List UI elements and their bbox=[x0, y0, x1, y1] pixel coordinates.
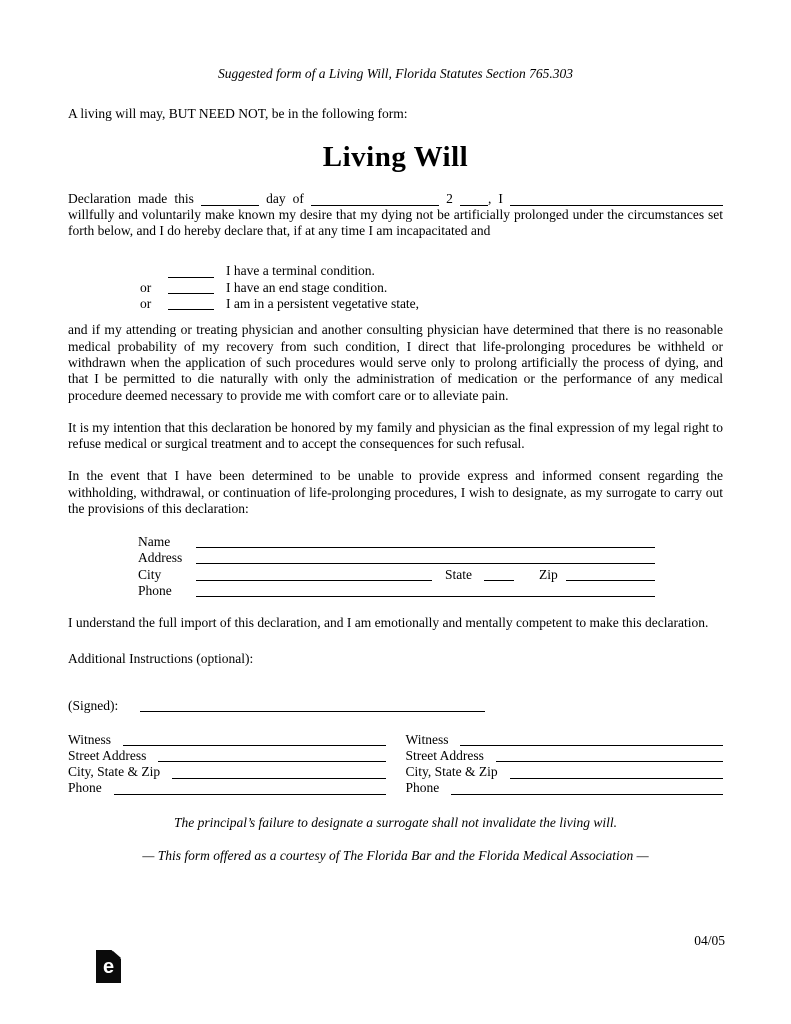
witness1-name-line[interactable] bbox=[123, 745, 386, 746]
or-label: or bbox=[140, 279, 152, 295]
surrogate-address-line[interactable] bbox=[196, 563, 655, 564]
signed-label: (Signed): bbox=[68, 697, 119, 713]
surrogate-footnote: The principal’s failure to designate a surrogate shall not invalidate the living will. bbox=[173, 814, 618, 830]
witness1-street-line[interactable] bbox=[158, 761, 385, 762]
witness2-phone-line[interactable] bbox=[451, 794, 723, 795]
surrogate-paragraph: In the event that I have been determined to be unable to provide express and informed consent regarding the withholding, withdrawal, or continuation of life-prolonging procedures, I wish to designate, as my surrogate to carry out the provisions of this declaration: bbox=[68, 468, 723, 517]
page-code: 04/05 bbox=[694, 933, 725, 948]
witness-column-2 bbox=[406, 732, 724, 797]
witness1-name-row bbox=[68, 732, 386, 748]
state-label: State bbox=[445, 566, 472, 582]
day-number-blank[interactable] bbox=[201, 195, 259, 206]
vegetative-state-blank[interactable] bbox=[168, 309, 214, 310]
surrogate-address-row bbox=[138, 550, 655, 567]
surrogate-name-row bbox=[138, 533, 655, 550]
surrogate-name-line[interactable] bbox=[196, 547, 655, 548]
witness1-citystatezip-row bbox=[68, 764, 386, 780]
signature-row bbox=[68, 697, 485, 714]
witness2-phone-row bbox=[406, 781, 724, 797]
courtesy-footnote: — This form offered as a courtesy of The Florida Bar and the Florida Medical Association — bbox=[142, 847, 649, 863]
condition-row-end-stage bbox=[140, 280, 723, 296]
zip-label: Zip bbox=[539, 566, 558, 582]
city-state-zip-label: City, State & Zip bbox=[68, 764, 161, 780]
declarant-name-blank[interactable] bbox=[510, 195, 723, 206]
page-content bbox=[68, 0, 723, 864]
witness-label: Witness bbox=[405, 731, 449, 747]
witness2-citystatezip-line[interactable] bbox=[510, 778, 723, 779]
city-state-zip-label: City, State & Zip bbox=[405, 764, 498, 780]
surrogate-city-row bbox=[138, 566, 655, 583]
declaration-lead: Declaration made this bbox=[68, 190, 194, 206]
declaration-body-text: willfully and voluntarily make known my desire that my dying not be artificially prolonged under the circumstances set forth below, and I do hereby declare that, if at any time I am incapacitated and bbox=[68, 206, 723, 239]
witness-label: Witness bbox=[68, 731, 111, 747]
surrogate-phone-row bbox=[138, 583, 655, 600]
declaration-day-of: day of bbox=[266, 190, 304, 206]
phone-label: Phone bbox=[68, 780, 102, 796]
phone-label: Phone bbox=[405, 780, 440, 796]
declaration-comma-i: , I bbox=[487, 190, 503, 206]
conditions-block bbox=[68, 263, 723, 312]
condition-text: I am in a persistent vegetative state, bbox=[226, 296, 420, 312]
or-label: or bbox=[140, 296, 152, 312]
witness1-phone-row bbox=[68, 781, 386, 797]
surrogate-phone-line[interactable] bbox=[196, 596, 655, 597]
witness2-street-line[interactable] bbox=[496, 761, 723, 762]
street-address-label: Street Address bbox=[405, 748, 484, 764]
page-title: Living Will bbox=[322, 140, 469, 173]
witness-column-1 bbox=[68, 732, 386, 797]
terminal-condition-blank[interactable] bbox=[168, 277, 214, 278]
address-label: Address bbox=[138, 550, 183, 566]
month-blank[interactable] bbox=[311, 195, 439, 206]
additional-instructions-label: Additional Instructions (optional): bbox=[68, 650, 254, 666]
end-stage-condition-blank[interactable] bbox=[168, 293, 214, 294]
surrogate-fields-block bbox=[138, 533, 655, 599]
signature-line[interactable] bbox=[140, 711, 485, 712]
witness1-citystatezip-line[interactable] bbox=[172, 778, 385, 779]
declaration-year-prefix: 2 bbox=[446, 190, 453, 206]
logo-letter: e bbox=[102, 956, 115, 978]
surrogate-state-line[interactable] bbox=[484, 580, 514, 581]
physician-paragraph: and if my attending or treating physician and another consulting physician have determined that there is no reasonable medical probability of my recovery from such condition, I direct that life-prolonging procedures be withheld or withdrawn when the application of such procedures would serve only to prolong artificially the process of dying, and that I be permitted to die naturally with only the administration of medication or the performance of any medical procedure deemed necessary to provide me with comfort care or to alleviate pain. bbox=[68, 322, 723, 403]
city-label: City bbox=[138, 566, 162, 582]
street-address-label: Street Address bbox=[68, 748, 147, 764]
competent-paragraph: I understand the full import of this declaration, and I am emotionally and mentally competent to make this declaration. bbox=[68, 615, 709, 631]
surrogate-zip-line[interactable] bbox=[566, 580, 655, 581]
eforms-logo bbox=[96, 950, 121, 983]
witness1-street-row bbox=[68, 748, 386, 764]
condition-row-vegetative bbox=[140, 296, 723, 312]
phone-label: Phone bbox=[138, 583, 172, 599]
condition-text: I have a terminal condition. bbox=[226, 263, 375, 279]
witness2-citystatezip-row bbox=[406, 764, 724, 780]
witness2-name-line[interactable] bbox=[460, 745, 723, 746]
intro-line: A living will may, BUT NEED NOT, be in the following form: bbox=[68, 106, 408, 122]
condition-text: I have an end stage condition. bbox=[226, 279, 388, 295]
witness2-name-row bbox=[406, 732, 724, 748]
statute-header-note: Suggested form of a Living Will, Florida Statutes Section 765.303 bbox=[217, 66, 574, 81]
name-label: Name bbox=[138, 533, 171, 549]
witness-block bbox=[68, 732, 723, 797]
declaration-paragraph bbox=[68, 191, 723, 240]
witness1-phone-line[interactable] bbox=[114, 794, 386, 795]
intention-paragraph: It is my intention that this declaration be honored by my family and physician as the final expression of my legal right to refuse medical or surgical treatment and to accept the consequences for such refusal. bbox=[68, 419, 723, 452]
year-digits-blank[interactable] bbox=[460, 195, 488, 206]
witness2-street-row bbox=[406, 748, 724, 764]
condition-row-terminal bbox=[140, 263, 723, 279]
surrogate-city-line[interactable] bbox=[196, 580, 432, 581]
